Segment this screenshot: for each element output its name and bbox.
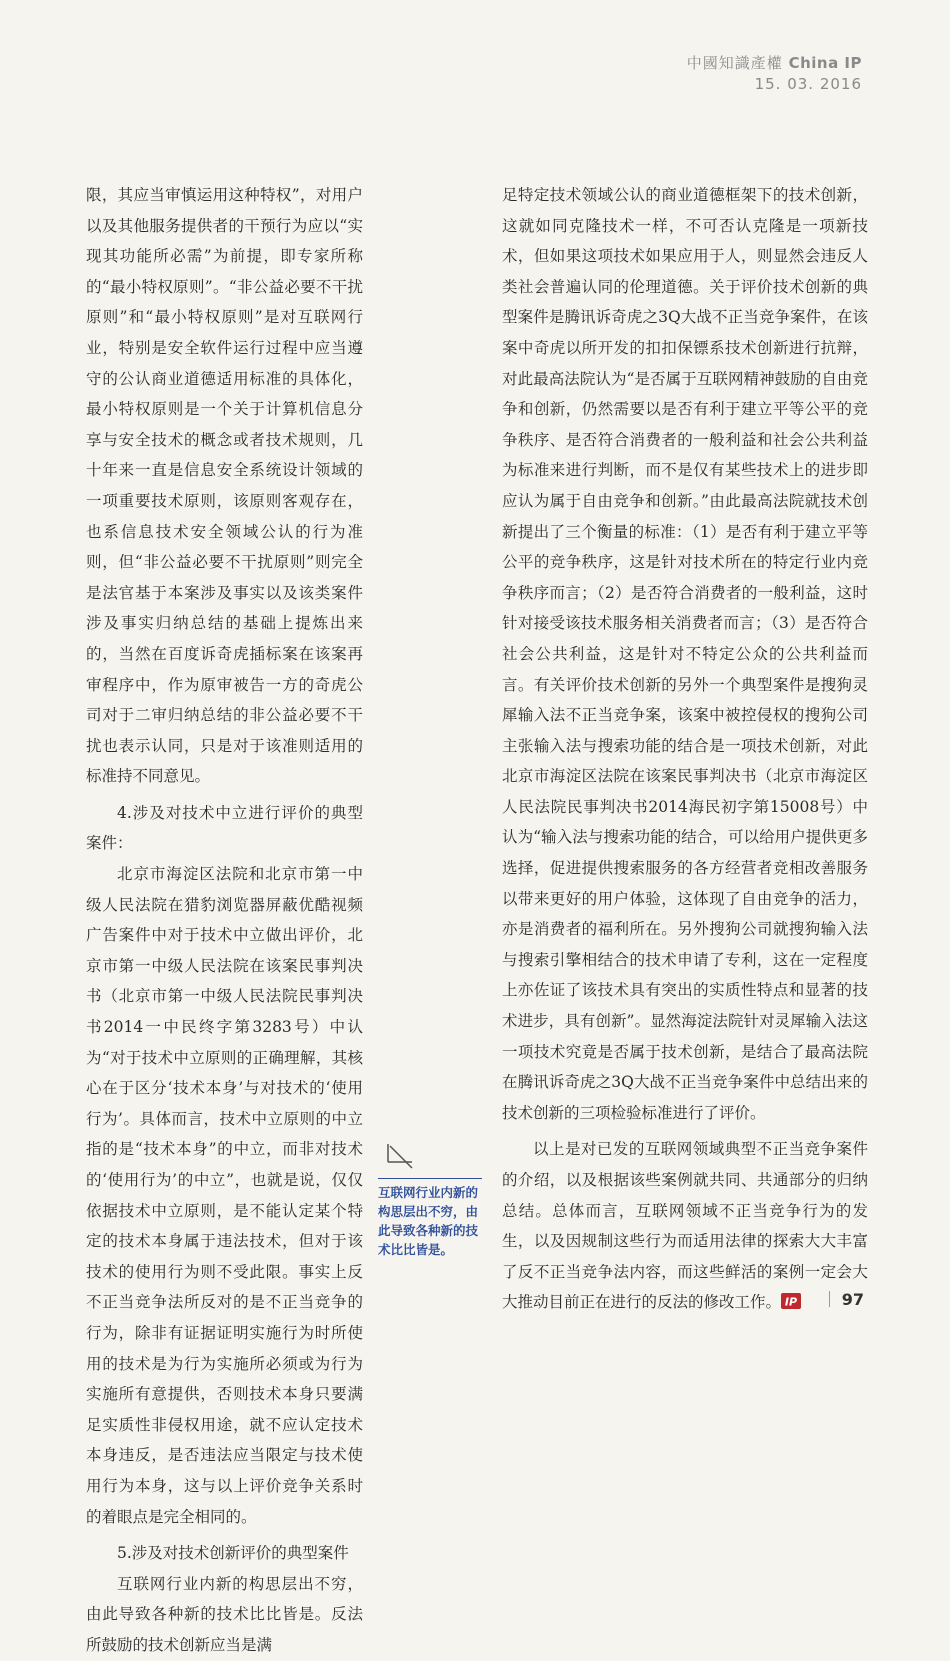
page-footer xyxy=(829,1290,864,1309)
issue-date: 15. 03. 2016 xyxy=(754,75,862,93)
svg-text:IP: IP xyxy=(784,1295,798,1309)
section-heading-4: 4.涉及对技术中立进行评价的典型案件： xyxy=(86,803,363,853)
paragraph: 足特定技术领域公认的商业道德框架下的技术创新，这就如同克隆技术一样，不可否认克隆是一项新技术，但如果这项技术如果应用于人，则显然会违反人类社会普遍认同的伦理道德。关于评价技术创新的典型案件是腾讯诉奇虎之3Q大战不正当竞争案件，在该案中奇虎以所开发的扣扣保镖系技术创新进行抗辩，对此最高法院认为“是否属于互联网精神鼓励的自由竞争和创新，仍然需要以是否有利于建立平等公平的竞争秩序、是否符合消费者的一般利益和社会公共利益为标准来进行判断，而不是仅有某些技术上的进步即应认为属于自由竞争和创新。”由此最高法院就技术创新提出了三个衡量的标准：（1）是否有利于建立平等公平的竞争秩序，这是针对技术所在的特定行业内竞争秩序而言；（2）是否符合消费者的一般利益，这时针对接受该技术服务相关消费者而言；（3）是否符合社会公共利益，这是针对不特定公众的公共利益而言。有关评价技术创新的另外一个典型案件是搜狗灵犀输入法不正当竞争案，该案中被控侵权的搜狗公司主张输入法与搜索功能的结合是一项技术创新，对此北京市海淀区法院在该案民事判决书（北京市海淀区人民法院民事判决书2014海民初字第15008号）中认为“输入法与搜索功能的结合，可以给用户提供更多选择，促进提供搜索服务的各方经营者竞相改善服务以带来更好的用户体验，这体现了自由竞争的活力，亦是消费者的福利所在。另外搜狗公司就搜狗输入法与搜索引擎相结合的技术申请了专利，这在一定程度上亦佐证了该技术具有突出的实质性特点和显著的技术进步，具有创新”。显然海淀法院针对灵犀输入法这一项技术究竟是否属于技术创新，是结合了最高法院在腾讯诉奇虎之3Q大战不正当竞争案件中总结出来的技术创新的三项检验标准进行了评价。 xyxy=(502,186,868,1122)
paragraph: 北京市海淀区法院和北京市第一中级人民法院在猎豹浏览器屏蔽优酷视频广告案件中对于技术中立做出评价，北京市第一中级人民法院在该案民事判决书（北京市第一中级人民法院民事判决书2014一中民终字第3283号）中认为“对于技术中立原则的正确理解，其核心在于区分‘技术本身’与对技术的‘使用行为’。具体而言，技术中立原则的中立指的是“技术本身”的中立，而非对技术的‘使用行为’的中立”，也就是说，仅仅依据技术中立原则，是不能认定某个特定的技术本身属于违法技术，但对于该技术的使用行为则不受此限。事实上反不正当竞争法所反对的是不正当竞争的行为，除非有证据证明实施行为时所使用的技术是为行为实施所必须或为行为实施所有意提供，否则技术本身只要满足实质性非侵权用途，就不应认定技术本身违反，是否违法应当限定与技术使用行为本身，这与以上评价竞争关系时的着眼点是完全相同的。 xyxy=(86,865,363,1526)
pull-quote-text: 互联网行业内新的构思层出不穷，由此导致各种新的技术比比皆是。 xyxy=(378,1185,479,1257)
ip-logo-icon xyxy=(781,1293,801,1309)
magazine-title-cn: 中國知識產權 xyxy=(686,54,783,72)
paragraph: 限，其应当审慎运用这种特权”，对用户以及其他服务提供者的干预行为应以“实现其功能所必需”为前提，即专家所称的“最小特权原则”。“非公益必要不干扰原则”和“最小特权原则”是对互联网行业，特别是安全软件运行过程中应当遵守的公认商业道德适用标准的具体化，最小特权原则是一个关于计算机信息分享与安全技术的概念或者技术规则，几十年来一直是信息安全系统设计领域的一项重要技术原则，该原则客观存在，也系信息技术安全领域公认的行为准则，但“非公益必要不干扰原则”则完全是法官基于本案涉及事实以及该类案件涉及事实归纳总结的基础上提炼出来的，当然在百度诉奇虎插标案在该案再审程序中，作为原审被告一方的奇虎公司对于二审归纳总结的非公益必要不干扰也表示认同，只是对于该准则适用的标准持不同意见。 xyxy=(86,186,363,786)
footer-divider xyxy=(829,1291,830,1307)
pull-quote xyxy=(378,1142,482,1259)
paragraph: 互联网行业内新的构思层出不穷，由此导致各种新的技术比比皆是。反法所鼓励的技术创新应当是满 xyxy=(86,1574,363,1654)
left-column xyxy=(86,180,363,1661)
magazine-title-en: China IP xyxy=(788,54,862,72)
paragraph xyxy=(502,1134,868,1318)
page-header xyxy=(687,52,862,93)
arrow-down-right-icon xyxy=(382,1142,418,1178)
right-column xyxy=(502,180,868,1318)
pull-quote-rule xyxy=(378,1178,482,1179)
section-heading-5: 5.涉及对技术创新评价的典型案件 xyxy=(117,1544,349,1563)
page-number: 97 xyxy=(841,1290,864,1309)
magazine-title xyxy=(687,52,862,73)
closing-paragraph-text: 以上是对已发的互联网领域典型不正当竞争案件的介绍，以及根据该些案例就共同、共通部分的归纳总结。总体而言，互联网领域不正当竞争行为的发生，以及因规制这些行为而适用法律的探索大大丰富了反不正当竞争法内容，而这些鲜活的案例一定会大大推动目前正在进行的反法的修改工作。 xyxy=(502,1140,868,1312)
